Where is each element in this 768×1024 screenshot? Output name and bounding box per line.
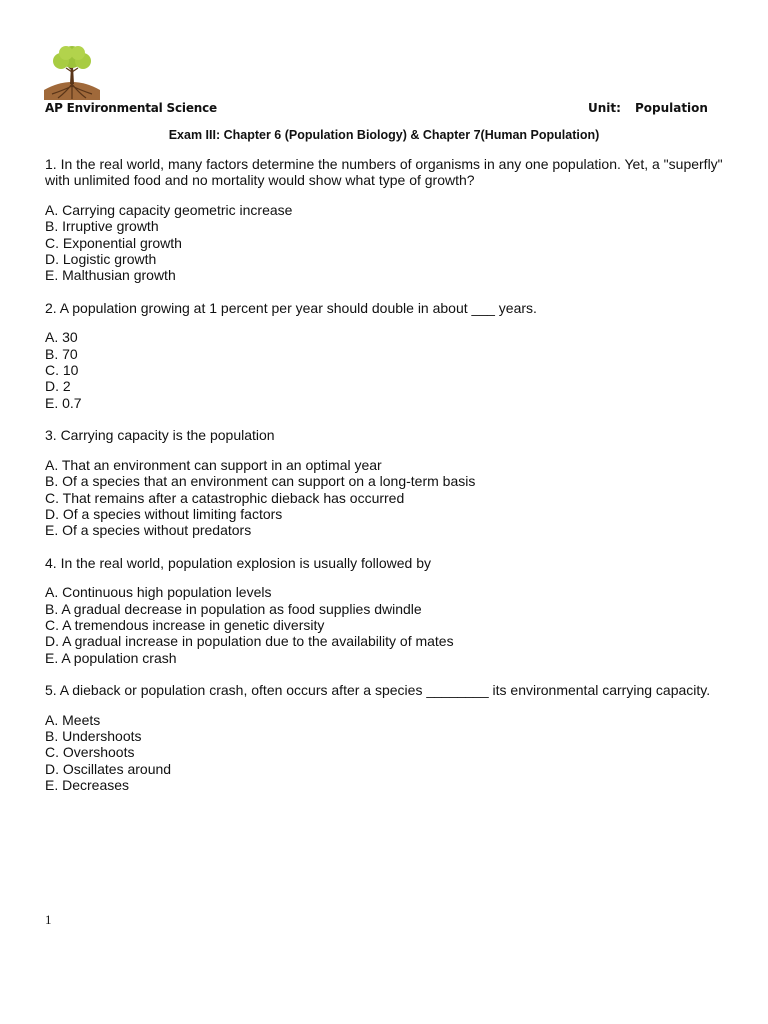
answer-option: A. 30 <box>45 329 78 346</box>
question-stem: 3. Carrying capacity is the population <box>45 427 275 444</box>
answer-option: D. Logistic growth <box>45 251 157 268</box>
answer-option: B. A gradual decrease in population as food supplies dwindle <box>45 600 422 617</box>
question-3 <box>45 427 735 538</box>
answer-option: C. That remains after a catastrophic dieback has occurred <box>45 489 405 506</box>
answer-option: A. Carrying capacity geometric increase <box>45 201 293 218</box>
answer-option: E. Decreases <box>45 777 130 794</box>
page-number: 1 <box>45 912 52 927</box>
question-stem: 1. In the real world, many factors determine the numbers of organisms in any one population. Yet, a "superfly" with unlimited food and no mortality would show what type of growth? <box>45 156 723 189</box>
unit-value: Population <box>634 101 708 115</box>
tree-icon <box>44 44 100 100</box>
answer-option: B. Of a species that an environment can support on a long-term basis <box>45 473 476 490</box>
answer-option: D. 2 <box>45 378 71 395</box>
answer-option: B. 70 <box>45 345 78 362</box>
answer-option: D. A gradual increase in population due to the availability of mates <box>45 633 454 650</box>
answer-option: A. That an environment can support in an optimal year <box>45 456 382 473</box>
answer-option: D. Of a species without limiting factors <box>45 505 283 522</box>
answer-option: E. A population crash <box>45 649 177 666</box>
answer-option: B. Irruptive growth <box>45 218 159 235</box>
answer-option: B. Undershoots <box>45 727 142 744</box>
answer-option: C. 10 <box>45 362 79 379</box>
answer-option: E. Malthusian growth <box>45 267 176 284</box>
question-1 <box>45 156 735 284</box>
answer-options <box>45 457 735 539</box>
answer-options <box>45 712 735 794</box>
answer-option: C. Exponential growth <box>45 234 182 251</box>
question-stem: 4. In the real world, population explosion is usually followed by <box>45 554 432 571</box>
answer-option: E. Of a species without predators <box>45 522 252 539</box>
unit-heading <box>588 101 708 115</box>
answer-options <box>45 329 735 411</box>
answer-option: A. Meets <box>45 711 101 728</box>
exam-title: Exam III: Chapter 6 (Population Biology) & Chapter 7(Human Population) <box>168 128 600 142</box>
question-2 <box>45 300 735 411</box>
answer-options <box>45 584 735 666</box>
question-stem: 2. A population growing at 1 percent per year should double in about ___ years. <box>45 299 537 316</box>
answer-option: D. Oscillates around <box>45 760 172 777</box>
question-stem: 5. A dieback or population crash, often occurs after a species ________ its environmental carrying capacity. <box>45 682 711 699</box>
course-name: AP Environmental Science <box>45 101 217 115</box>
answer-option: A. Continuous high population levels <box>45 584 272 601</box>
answer-option: E. 0.7 <box>45 394 82 411</box>
answer-option: C. A tremendous increase in genetic diversity <box>45 616 325 633</box>
unit-label: Unit: <box>588 101 621 115</box>
question-4 <box>45 555 735 666</box>
question-5 <box>45 682 735 793</box>
question-list <box>45 156 735 810</box>
answer-option: C. Overshoots <box>45 744 135 761</box>
answer-options <box>45 202 735 284</box>
